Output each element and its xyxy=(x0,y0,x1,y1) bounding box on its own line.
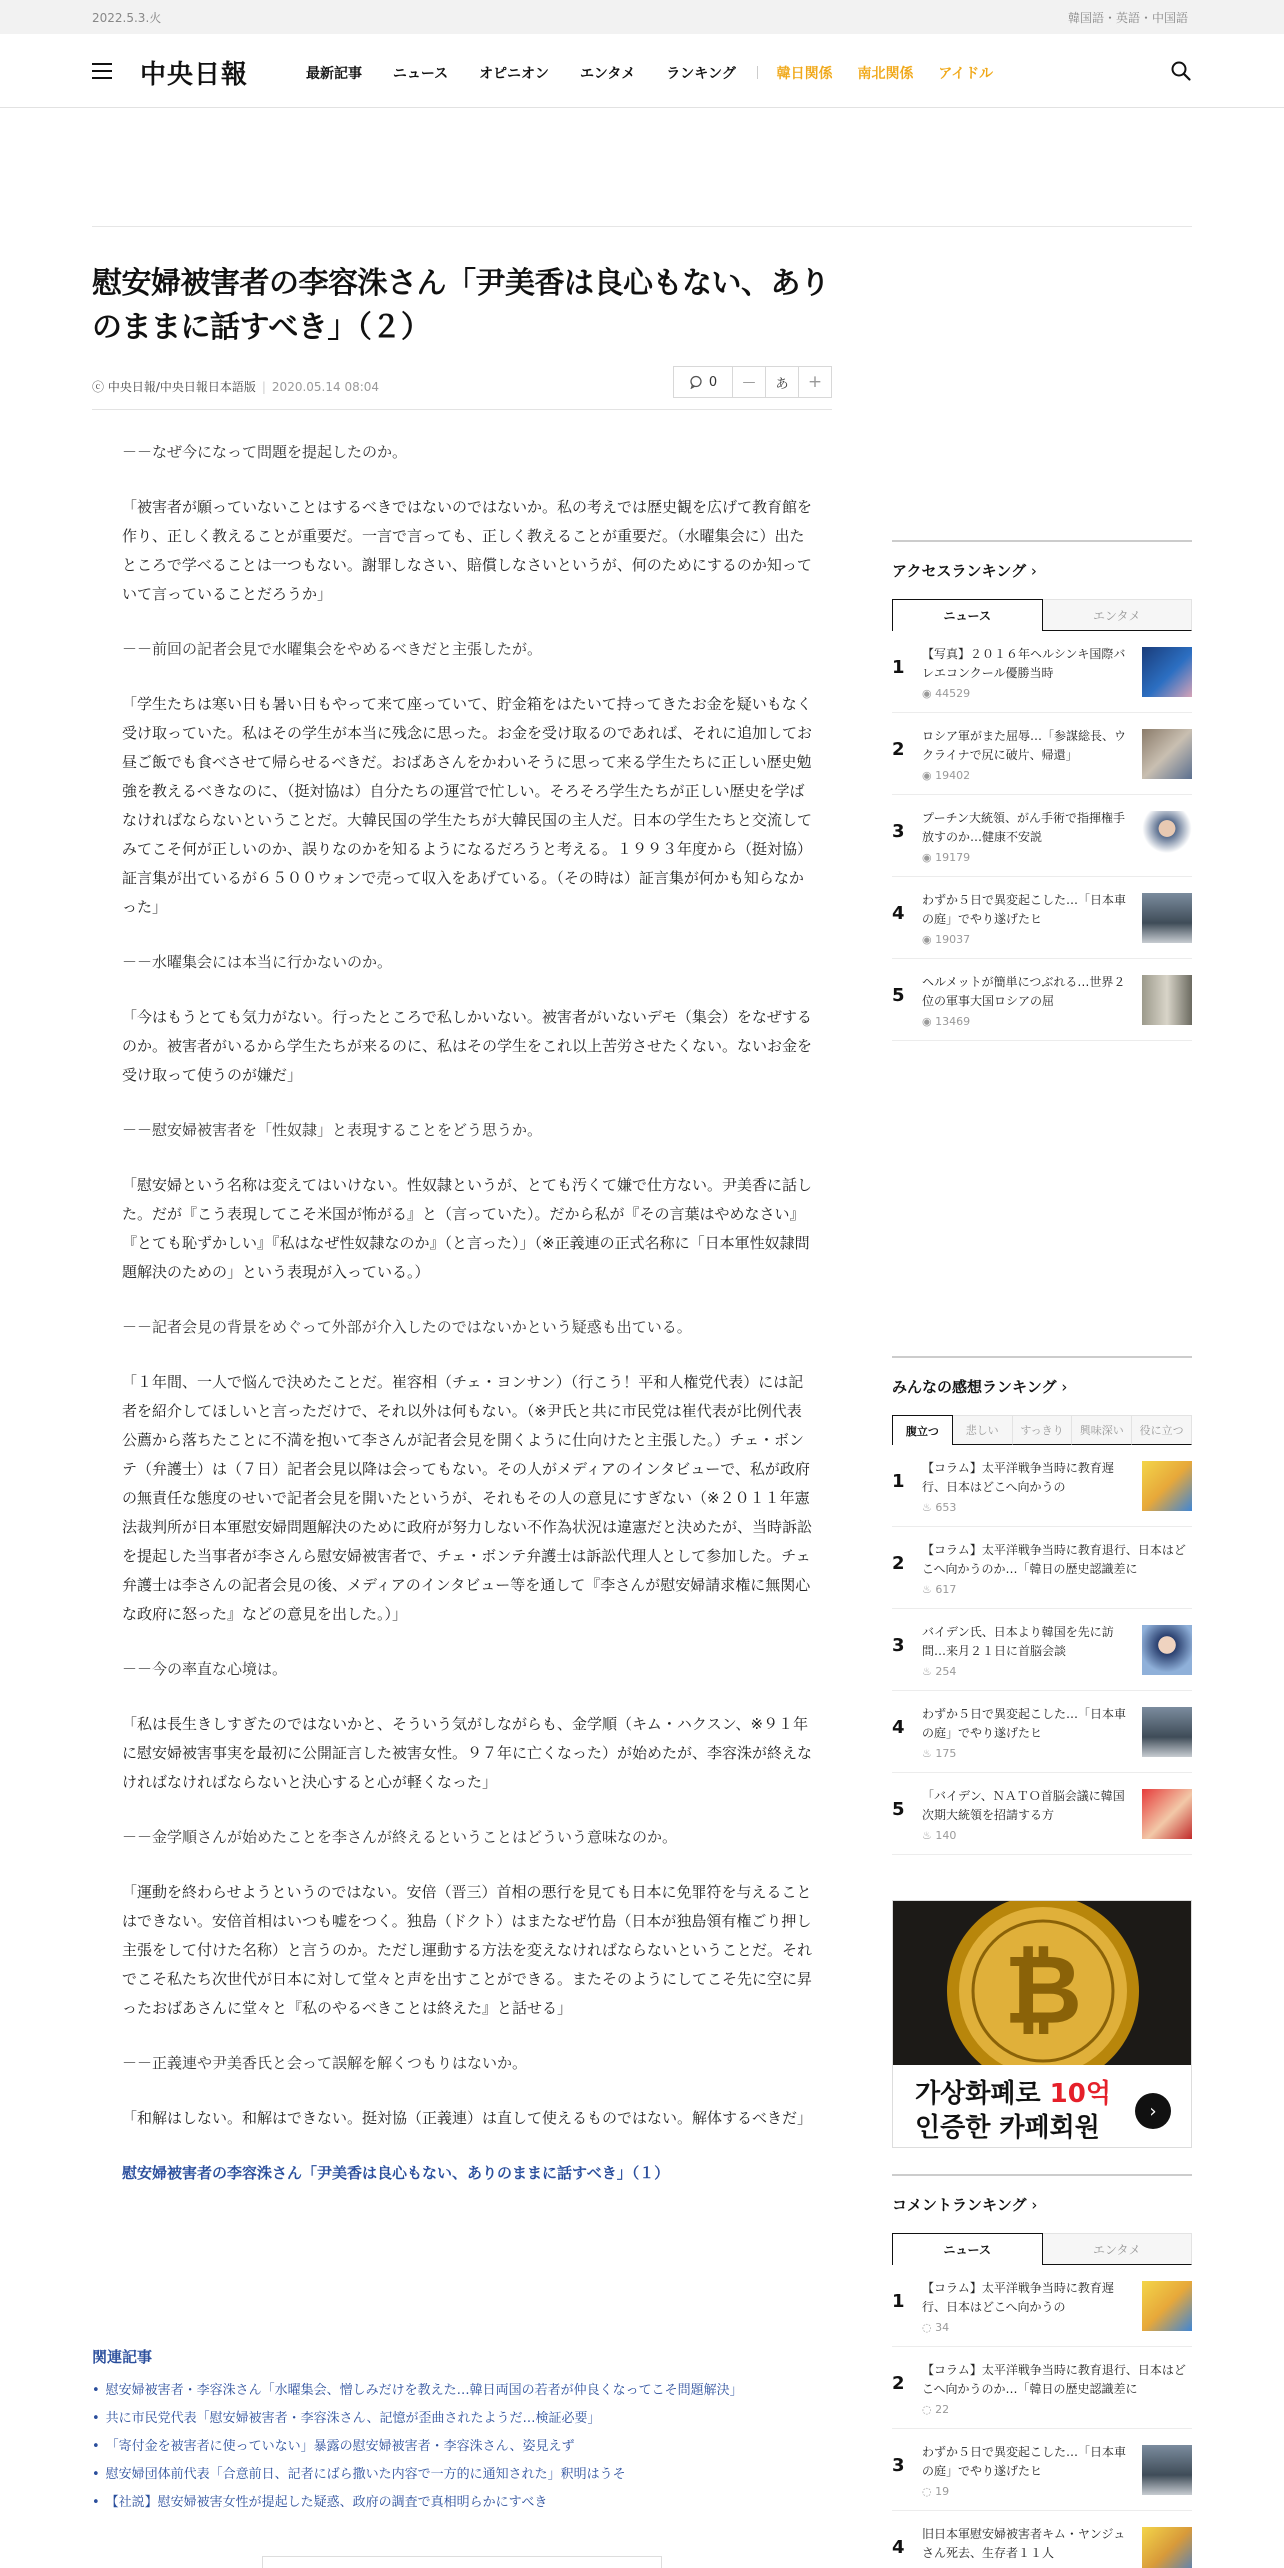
comment-button[interactable] xyxy=(673,366,733,398)
answer: 「今はもうとても気力がない。行ったところで私しかいない。被害者がいないデモ（集会）をなぜするのか。被害者がいるから学生たちが来るのに、私はその学生をこれ以上苦労させたくない。ないお金を受け取って使うのが嫌だ」 xyxy=(122,1008,813,1084)
rank-title: プーチン大統領、がん手術で指揮権手放すのか…健康不安説 xyxy=(922,811,1126,844)
reaction-ranking-title[interactable]: みんなの感想ランキング › xyxy=(892,1376,1192,1397)
language-links[interactable]: 韓国語・英語・中国語 xyxy=(1067,11,1188,25)
rank-number: 2 xyxy=(892,1553,905,1574)
ad-copy: 가상화폐로 10억 인증한 카페회원 xyxy=(915,2079,1111,2143)
thumbnail xyxy=(1142,729,1192,779)
related-link[interactable]: • 「寄付金を被害者に使っていない」暴露の慰安婦被害者・李容洙さん、姿見えず xyxy=(92,2433,832,2461)
copyright-icon: ⓒ xyxy=(92,380,108,394)
rank-title: わずか５日で異変起こした…「日本車の庭」でやり遂げたヒ xyxy=(922,1707,1127,1740)
reaction-count: ♨ 140 xyxy=(922,1829,957,1842)
thumbnail xyxy=(1142,2281,1192,2331)
thumbnail xyxy=(1142,1625,1192,1675)
byline-divider: | xyxy=(261,380,266,394)
question: －－記者会見の背景をめぐって外部が介入したのではないかという疑惑も出ている。 xyxy=(122,1318,692,1336)
arrow-right-icon[interactable]: › xyxy=(1135,2093,1171,2129)
sidebar-ad[interactable] xyxy=(892,1900,1192,2148)
site-logo[interactable]: 中央日報 xyxy=(140,60,249,90)
pager-box xyxy=(262,2556,662,2568)
view-count: ◉ 19037 xyxy=(922,933,971,946)
rank-title: バイデン氏、日本より韓国を先に訪問…来月２１日に首脳会談 xyxy=(922,1625,1114,1658)
section-rule xyxy=(892,2174,1192,2176)
svg-text:₿: ₿ xyxy=(1003,1934,1083,2046)
ranking-item[interactable] xyxy=(892,2265,1192,2347)
reaction-count: ♨ 617 xyxy=(922,1583,957,1596)
question: －－前回の記者会見で水曜集会をやめるべきだと主張したが。 xyxy=(122,640,543,658)
reaction-icon: ♨ xyxy=(922,1747,936,1760)
top-utility-bar xyxy=(0,0,1284,34)
answer: 「慰安婦という名称は変えてはいけない。性奴隷というが、とても汚くて嫌で仕方ない。尹美香に話した。だが『こう表現してこそ米国が怖がる』と（言っていた）。だから私が『その言葉はやめなさい』『とても恥ずかしい』『私はなぜ性奴隷なのか』（と言った）」（※正義連の正式名称に「日本軍性奴隷問題解決のための」という表現が入っている。） xyxy=(122,1176,813,1281)
section-rule xyxy=(892,1356,1192,1358)
thumbnail xyxy=(1142,975,1192,1025)
rank-number: 1 xyxy=(892,2291,905,2312)
thumbnail xyxy=(1142,1789,1192,1839)
comment-icon: ◌ xyxy=(922,2403,936,2416)
related-link[interactable]: • 慰安婦団体前代表「合意前日、記者にばら撒いた内容で一方的に通知された」釈明はうそ xyxy=(92,2461,832,2489)
answer: 「被害者が願っていないことはするべきではないのではないか。私の考えでは歴史観を広げて教育館を作り、正しく教えることが重要だ。一言で言っても、正しく教えることが重要だ。（水曜集会に）出たところで学べることは一つもない。謝罪しなさい、賠償しなさいというが、何のためにするのか知っていて言っていることだろうか」 xyxy=(122,498,813,603)
eye-icon: ◉ xyxy=(922,687,936,700)
search-icon[interactable] xyxy=(1170,60,1192,82)
ranking-item[interactable] xyxy=(892,2347,1192,2429)
comment-count: 0 xyxy=(708,374,718,390)
article-headline: 慰安婦被害者の李容洙さん「尹美香は良心もない、ありのままに話すべき」（２） xyxy=(92,266,830,345)
ranking-item[interactable] xyxy=(892,959,1192,1041)
related-articles xyxy=(92,2346,832,2517)
thumbnail xyxy=(1142,2527,1192,2568)
nav-entertainment[interactable]: エンタメ xyxy=(579,66,636,82)
related-link[interactable]: • 共に市民党代表「慰安婦被害者・李容洙さん、記憶が歪曲されたようだ…検証必要」 xyxy=(92,2405,832,2433)
question: －－水曜集会には本当に行かないのか。 xyxy=(122,953,393,971)
rank-number: 1 xyxy=(892,1471,905,1492)
font-increase-button[interactable] xyxy=(798,366,832,398)
ranking-item[interactable] xyxy=(892,713,1192,795)
answer: 「運動を終わらせようというのではない。安倍（晋三）首相の悪行を見ても日本に免罪符を与えることはできない。安倍首相はいつも嘘をつく。独島（ドクト）はまたなぜ竹島（日本が独島領有権ごり押し主張をして付けた名称）と言うのか。ただし運動する方法を変えなければならないということだ。それでこそ私たち次世代が日本に対して堂々と声を出すことができる。またそのようにしてこそ先に空に昇ったおばあさんに堂々と『私のやるべきことは終えた』と話せる」 xyxy=(122,1883,813,2017)
comment-ranking-tabs xyxy=(892,2233,1192,2265)
nav-divider xyxy=(757,66,758,79)
rank-number: 1 xyxy=(892,657,905,678)
reaction-count: ♨ 254 xyxy=(922,1665,957,1678)
tab-sad[interactable]: 悲しい xyxy=(953,1415,1013,1445)
ranking-item[interactable] xyxy=(892,1445,1192,1527)
menu-icon[interactable] xyxy=(92,63,112,79)
comment-count: ◌ 34 xyxy=(922,2321,950,2334)
minus-icon: — xyxy=(742,374,756,390)
ranking-item[interactable] xyxy=(892,2511,1192,2568)
ranking-item[interactable] xyxy=(892,1527,1192,1609)
reaction-count: ♨ 653 xyxy=(922,1501,957,1514)
question: －－金学順さんが始めたことを李さんが終えるということはどういう意味なのか。 xyxy=(122,1828,678,1846)
tab-news[interactable]: ニュース xyxy=(892,599,1043,631)
ranking-item[interactable] xyxy=(892,1773,1192,1855)
comment-icon: ◌ xyxy=(922,2485,936,2498)
rank-number: 2 xyxy=(892,739,905,760)
article-source: 中央日報/中央日報日本語版 xyxy=(107,380,256,394)
ranking-item[interactable] xyxy=(892,877,1192,959)
nav-ranking[interactable]: ランキング xyxy=(666,66,736,82)
reaction-tabs xyxy=(892,1415,1192,1445)
ad-separator xyxy=(92,226,1192,227)
rank-number: 3 xyxy=(892,2455,905,2476)
eye-icon: ◉ xyxy=(922,1015,936,1028)
ranking-item[interactable] xyxy=(892,631,1192,713)
site-header xyxy=(0,34,1284,108)
ranking-item[interactable] xyxy=(892,1691,1192,1773)
rank-title: 【写真】２０１６年ヘルシンキ国際バレエコンクール優勝当時 xyxy=(922,647,1126,680)
view-count: ◉ 19402 xyxy=(922,769,971,782)
ranking-item[interactable] xyxy=(892,2429,1192,2511)
eye-icon: ◉ xyxy=(922,933,936,946)
comment-icon xyxy=(689,375,703,389)
related-heading: 関連記事 xyxy=(92,2348,153,2366)
comment-count: ◌ 22 xyxy=(922,2403,950,2416)
ranking-item[interactable] xyxy=(892,1609,1192,1691)
thumbnail xyxy=(1142,2445,1192,2495)
nav-korea-japan[interactable]: 韓日関係 xyxy=(776,66,833,82)
eye-icon: ◉ xyxy=(922,851,936,864)
rank-number: 3 xyxy=(892,1635,905,1656)
view-count: ◉ 19179 xyxy=(922,851,971,864)
rank-number: 4 xyxy=(892,1717,905,1738)
tab-useful[interactable]: 役に立つ xyxy=(1132,1415,1192,1445)
nav-north-south[interactable]: 南北関係 xyxy=(857,66,914,82)
thumbnail xyxy=(1142,811,1192,861)
thumbnail xyxy=(1142,893,1192,943)
rank-title: 旧日本軍慰安婦被害者キム・ヤンジュさん死去、生存者１１人 xyxy=(922,2527,1126,2560)
thumbnail xyxy=(1142,1461,1192,1511)
article-datetime: 2020.05.14 08:04 xyxy=(271,380,380,394)
rank-title: 【コラム】太平洋戦争当時に教育遅行、日本はどこへ向かうの xyxy=(922,2281,1114,2314)
rank-title: わずか５日で異変起こした…「日本車の庭」でやり遂げたヒ xyxy=(922,893,1127,926)
comment-count: ◌ 19 xyxy=(922,2485,950,2498)
rank-number: 3 xyxy=(892,821,905,842)
reaction-ranking xyxy=(892,1356,1192,1855)
rank-number: 5 xyxy=(892,985,905,1006)
rank-number: 4 xyxy=(892,2537,905,2558)
reaction-icon: ♨ xyxy=(922,1665,936,1678)
rank-number: 4 xyxy=(892,903,905,924)
nav-opinion[interactable]: オピニオン xyxy=(479,66,550,82)
previous-part-link[interactable]: 慰安婦被害者の李容洙さん「尹美香は良心もない、ありのままに話すべき」（１） xyxy=(122,2164,670,2182)
eye-icon: ◉ xyxy=(922,769,936,782)
tab-interesting[interactable]: 興味深い xyxy=(1072,1415,1132,1445)
question: －－なぜ今になって問題を提起したのか。 xyxy=(122,443,408,461)
answer: 「１年間、一人で悩んで決めたことだ。崔容相（チェ・ヨンサン）（行こう！平和人権党代表）には記者を紹介してほしいと言っただけで、それ以外は何もない。（※尹氏と共に市民党は崔代表が比例代表公薦から落ちたことに不満を抱いて李さんが記者会見を開くように仕向けたと主張した。）チェ・ボンテ（弁護士）は（７日）記者会見以降は会ってもない。その人がメディアのインタビューで、私が政府の無責任な態度のせいで記者会見を開いたというが、それもその人の意見にすぎない（※２０１１年憲法裁判所が日本軍慰安婦問題解決のために政府が努力しない不作為状況は違憲だと決めたが、当時訴訟を提起した当事者が李さんら慰安婦被害者で、チェ・ボンテ弁護士は訴訟代理人として参加した。チェ弁護士は李さんの記者会見の後、メディアのインタビュー等を通して『李さんが慰安婦請求権に無関心な政府に怒った』などの意見を出した。）」 xyxy=(122,1373,813,1623)
rank-number: 5 xyxy=(892,1799,905,1820)
rank-title: 【コラム】太平洋戦争当時に教育遅行、日本はどこへ向かうの xyxy=(922,1461,1114,1494)
plus-icon: + xyxy=(807,372,823,392)
rank-title: ヘルメットが簡単につぶれる…世界２位の軍事大国ロシアの屈 xyxy=(922,975,1126,1008)
tab-news[interactable]: ニュース xyxy=(892,2233,1043,2265)
bitcoin-image xyxy=(893,1901,1192,2065)
main-nav xyxy=(306,63,1013,83)
access-ranking-title[interactable]: アクセスランキング › xyxy=(892,560,1192,581)
rank-title: わずか５日で異変起こした…「日本車の庭」でやり遂げたヒ xyxy=(922,2445,1127,2478)
tab-entertainment[interactable]: エンタメ xyxy=(1043,2233,1193,2265)
comment-ranking-title[interactable]: コメントランキング › xyxy=(892,2194,1192,2215)
related-link[interactable]: • 【社説】慰安婦被害女性が提起した疑惑、政府の調査で真相明らかにすべき xyxy=(92,2489,832,2517)
font-size-indicator: あ xyxy=(765,366,799,398)
current-date: 2022.5.3.火 xyxy=(92,11,162,25)
reaction-count: ♨ 175 xyxy=(922,1747,957,1760)
reaction-icon: ♨ xyxy=(922,1501,936,1514)
reaction-icon: ♨ xyxy=(922,1829,936,1842)
section-rule xyxy=(892,540,1192,542)
view-count: ◉ 13469 xyxy=(922,1015,971,1028)
question: －－慰安婦被害者を「性奴隷」と表現することをどう思うか。 xyxy=(122,1121,543,1139)
answer: 「私は長生きしすぎたのではないかと、そういう気がしながらも、金学順（キム・ハクスン、※９１年に慰安婦被害事実を最初に公開証言した被害女性。９７年に亡くなった）が始めたが、李容洙が終えなければなければならないと決心すると心が軽くなった」 xyxy=(122,1715,813,1791)
view-count: ◉ 44529 xyxy=(922,687,971,700)
comment-ranking xyxy=(892,2174,1192,2568)
access-ranking-tabs xyxy=(892,599,1192,631)
thumbnail xyxy=(1142,647,1192,697)
ranking-item[interactable] xyxy=(892,795,1192,877)
reaction-icon: ♨ xyxy=(922,1583,936,1596)
font-decrease-button[interactable] xyxy=(732,366,766,398)
rank-title: 【コラム】太平洋戦争当時に教育退行、日本はどこへ向かうのか…「韓日の歴史認識差に xyxy=(922,1543,1186,1576)
nav-idol[interactable]: アイドル xyxy=(938,66,994,82)
tab-angry[interactable]: 腹立つ xyxy=(892,1415,953,1445)
byline xyxy=(92,378,379,395)
rank-number: 2 xyxy=(892,2373,905,2394)
rank-title: ロシア軍がまた屈辱…「参謀総長、ウクライナで尻に破片、帰還」 xyxy=(922,729,1127,762)
tab-refreshing[interactable]: すっきり xyxy=(1013,1415,1073,1445)
comment-icon: ◌ xyxy=(922,2321,936,2334)
article-meta xyxy=(92,356,832,410)
tab-entertainment[interactable]: エンタメ xyxy=(1043,599,1193,631)
article-body xyxy=(92,438,832,2188)
thumbnail xyxy=(1142,1707,1192,1757)
nav-news[interactable]: ニュース xyxy=(392,66,449,82)
rank-title: 「バイデン、ＮＡＴＯ首脳会議に韓国次期大統領を招請する方 xyxy=(922,1789,1125,1822)
question: －－正義連や尹美香氏と会って誤解を解くつもりはないか。 xyxy=(122,2054,528,2072)
related-link[interactable]: • 慰安婦被害者・李容洙さん「水曜集会、憎しみだけを教えた…韓日両国の若者が仲良くなってこそ問題解決」 xyxy=(92,2377,832,2405)
rank-title: 【コラム】太平洋戦争当時に教育退行、日本はどこへ向かうのか…「韓日の歴史認識差に xyxy=(922,2363,1186,2396)
answer: 「和解はしない。和解はできない。挺対協（正義連）は直して使えるものではない。解体するべきだ」 xyxy=(122,2109,813,2127)
question: －－今の率直な心境は。 xyxy=(122,1660,288,1678)
article-tools xyxy=(674,366,832,398)
article xyxy=(92,262,832,2214)
nav-latest[interactable]: 最新記事 xyxy=(306,66,362,82)
answer: 「学生たちは寒い日も暑い日もやって来て座っていて、貯金箱をはたいて持ってきたお金を疑いもなく受け取っていた。私はその学生が本当に残念に思った。お金を受け取るのであれば、それに追加してお昼ご飯でも食べさせて帰らせるべきだ。おばあさんをかわいそうに思って来る学生たちに正しい歴史勉強を教えるべきなのに、（挺対協は）自分たちの運営で忙しい。そろそろ学生たちが正しい歴史を学ばなければならないということだ。大韓民国の学生たちが大韓民国の主人だ。日本の学生たちと交流してみてこそ何が正しいのか、誤りなのかを知るようになるだろうと考える。１９９３年度から（挺対協）証言集が出ているが６５００ウォンで売って収入をあげている。（その時は）証言集が何かも知らなかった」 xyxy=(122,695,813,916)
access-ranking xyxy=(892,540,1192,1041)
